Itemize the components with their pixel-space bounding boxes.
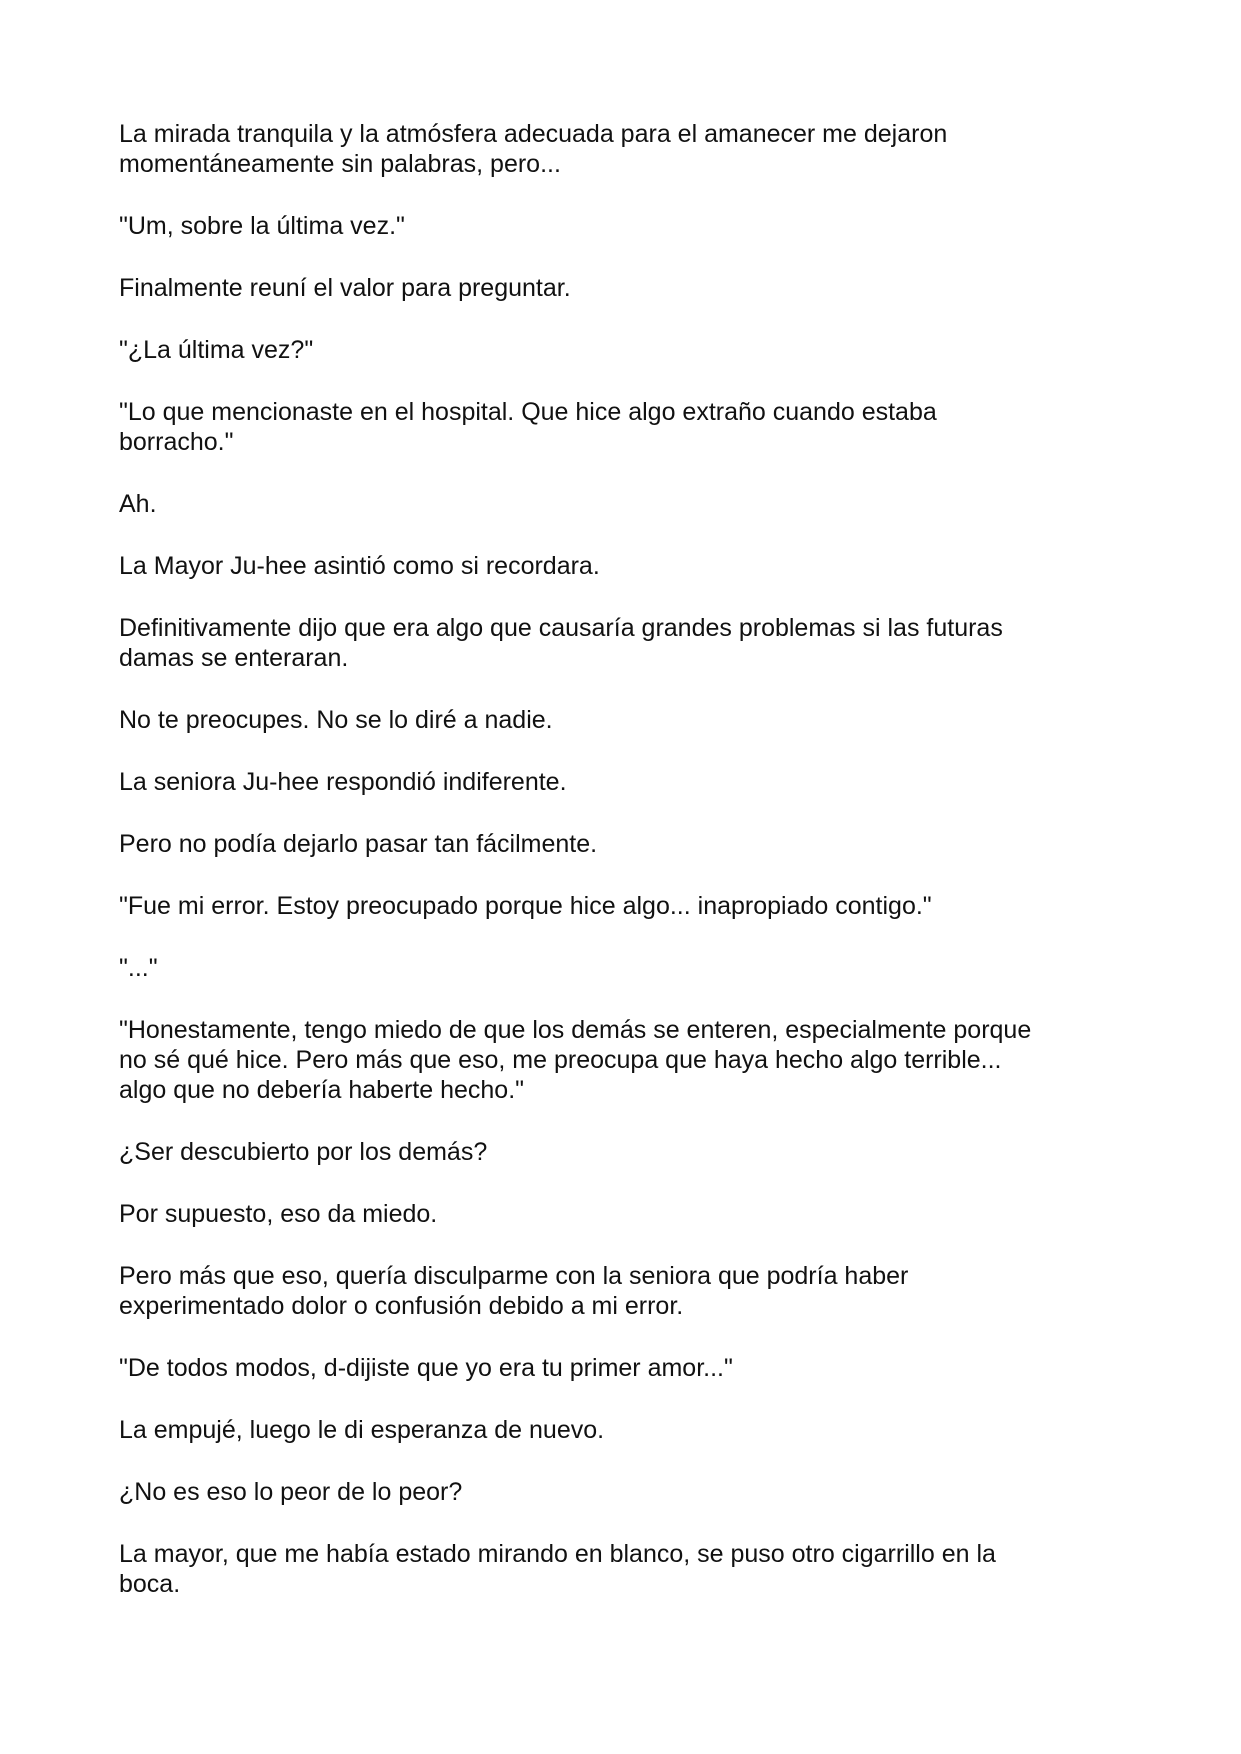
paragraph: Pero más que eso, quería disculparme con la seniora que podría haber experimentado dolor o confusión debido a mi error. [119,1262,909,1320]
paragraph: Finalmente reuní el valor para preguntar. [119,274,571,302]
document-body [119,119,1129,1631]
paragraph: La seniora Ju-hee respondió indiferente. [119,768,567,796]
paragraph: "Um, sobre la última vez." [119,212,405,240]
paragraph: "¿La última vez?" [119,336,314,364]
paragraph: "Fue mi error. Estoy preocupado porque hice algo... inapropiado contigo." [119,892,932,920]
paragraph: "..." [119,954,158,982]
paragraph: ¿No es eso lo peor de lo peor? [119,1478,463,1506]
paragraph: Por supuesto, eso da miedo. [119,1200,438,1228]
paragraph: Ah. [119,490,157,518]
paragraph: "De todos modos, d-dijiste que yo era tu primer amor..." [119,1354,733,1382]
paragraph: "Honestamente, tengo miedo de que los demás se enteren, especialmente porque no sé qué hice. Pero más que eso, me preocupa que haya hecho algo terrible... algo que no debería haberte hecho." [119,1016,1032,1104]
paragraph: La mirada tranquila y la atmósfera adecuada para el amanecer me dejaron momentáneamente sin palabras, pero... [119,120,948,178]
paragraph: No te preocupes. No se lo diré a nadie. [119,706,553,734]
paragraph: Definitivamente dijo que era algo que causaría grandes problemas si las futuras damas se enteraran. [119,614,1003,672]
paragraph: "Lo que mencionaste en el hospital. Que hice algo extraño cuando estaba borracho." [119,398,937,456]
paragraph: La Mayor Ju-hee asintió como si recordara. [119,552,600,580]
paragraph: La mayor, que me había estado mirando en blanco, se puso otro cigarrillo en la boca. [119,1540,996,1598]
paragraph: La empujé, luego le di esperanza de nuevo. [119,1416,605,1444]
paragraph: ¿Ser descubierto por los demás? [119,1138,488,1166]
paragraph: Pero no podía dejarlo pasar tan fácilmente. [119,830,598,858]
